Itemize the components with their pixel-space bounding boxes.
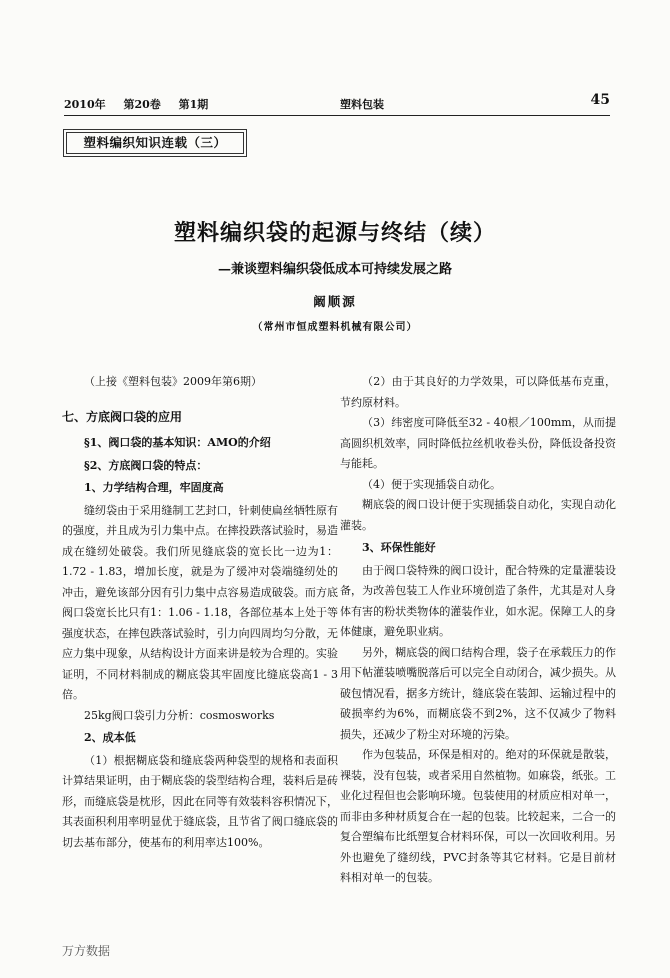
paragraph: 25kg阀口袋引力分析：cosmosworks (84, 708, 275, 722)
point-heading: 2、成本低 (84, 731, 136, 744)
subsection-heading: §2、方底阀口袋的特点： (84, 458, 208, 472)
author: 阚顺源 (313, 294, 357, 309)
paragraph: 糊底袋的阀口设计便于实现插袋自动化，实现自动化灌装。 (340, 498, 616, 532)
paragraph: 由于阀口袋特殊的阀口设计，配合特殊的定量灌装设备，为改善包装工人作业环境创造了条件，尤其是对人身体有害的粉状类物体的灌装作业，如水泥。保障工人的身体健康，避免职业病。 (340, 563, 616, 638)
paragraph: 缝纫袋由于采用缝制工艺封口，针刺使扁丝牺牲原有的强度，并且成为引力集中点。在摔投跌落试验时，易造成在缝纫处破袋。我们所见缝底袋的宽长比一边为1：1.72 - 1.83，增加长度，就是为了缓冲对袋端缝纫处的冲击，避免该部分因有引力集中点容易造成破袋。而方底阀口袋宽长比只有1：1.06 - 1.18，各部位基本上处于等强度状态，在摔包跌落试验时，引力向四周均匀分散，无应力集中现象，从结构设计方面来讲是较为合理的。实验证明，不同材料制成的糊底袋其牢固度比缝底袋高1 - 3倍。 (62, 503, 338, 701)
paragraph: （1）根据糊底袋和缝底袋两种袋型的规格和表面积计算结果证明，由于糊底袋的袋型结构合理，装料后是砖形，而缝底袋是枕形，因此在同等有效装料容积情况下，其表面积利用率明显优于缝底袋，且节省了阀口缝底袋的切去基布部分，使基布的利用率达100%。 (62, 753, 338, 849)
paragraph: （4）便于实现插袋自动化。 (362, 477, 501, 491)
paragraph: 另外，糊底袋的阀口结构合理，袋子在承载压力的作用下帖灌装喷嘴脱落后可以完全自动闭合，减少损失。从破包情况看，据多方统计，缝底袋在装卸、运输过程中的破损率约为6%，而糊底袋不到2%，这不仅减少了物料损失，还减少了粉尘对环境的污染。 (340, 645, 616, 741)
right-column (340, 372, 616, 889)
series-label: 塑料编织知识连载（三） (66, 132, 244, 154)
point-heading: 3、环保性能好 (362, 541, 436, 554)
point-heading: 1、力学结构合理，牢固度高 (84, 481, 224, 494)
year: 2010年 (64, 98, 106, 111)
affiliation: （常州市恒成塑料机械有限公司） (252, 322, 418, 333)
page-number: 45 (590, 92, 610, 108)
paragraph: （3）纬密度可降低至32 - 40根／100mm，从而提高圆织机效率，同时降低拉丝机收卷头份，降低设备投资与能耗。 (340, 416, 616, 470)
left-column (62, 372, 338, 853)
paragraph: （2）由于其良好的力学效果，可以降低基布克重，节约原材料。 (340, 375, 616, 409)
issue: 第1期 (178, 98, 209, 111)
paragraph: 作为包装品，环保是相对的。绝对的环保就是散装，裸装，没有包装，或者采用自然植物。如麻袋，纸张。工业化过程但也会影响环境。包装使用的材质应相对单一，而非由多种材质复合在一起的包装。比较起来，二合一的复合塑编布比纸塑复合材料环保，可以一次回收利用。另外也避免了缝纫线，PVC封条等其它材料。它是目前材料相对单一的包装。 (340, 748, 616, 884)
section-heading: 七、方底阀口袋的应用 (62, 409, 183, 424)
continuation-note: （上接《塑料包装》2009年第6期） (84, 375, 262, 388)
running-header (64, 92, 610, 114)
header-rule (64, 115, 610, 116)
article-title: 塑料编织袋的起源与终结（续） (173, 221, 496, 246)
journal-name: 塑料包装 (340, 98, 384, 111)
subsection-heading: §1、阀口袋的基本知识：AMO的介绍 (84, 436, 271, 449)
issue-info (64, 96, 222, 112)
article-subtitle: —兼谈塑料编织袋低成本可持续发展之路 (217, 262, 452, 277)
volume: 第20卷 (123, 98, 161, 111)
watermark: 万方数据 (62, 944, 111, 958)
